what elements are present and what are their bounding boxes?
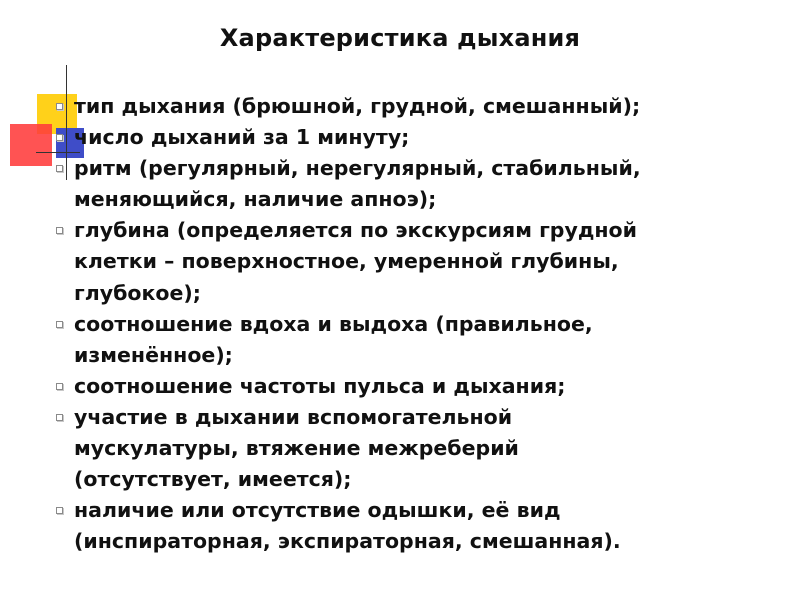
- list-item: [52, 215, 772, 308]
- list-item: [52, 402, 772, 495]
- list-item-text: тип дыхания (брюшной, грудной, смешанный);: [74, 94, 641, 118]
- bullet-list: [52, 91, 772, 557]
- list-item-text: глубина (определяется по экскурсиям грудной клетки – поверхностное, умеренной глубины, глубокое);: [74, 218, 638, 305]
- list-item: [52, 495, 772, 557]
- bullet-icon: [56, 507, 63, 514]
- red-square-decoration: [10, 124, 52, 166]
- bullet-icon: [56, 321, 63, 328]
- list-item: [52, 309, 772, 371]
- list-item-text: число дыханий за 1 минуту;: [74, 125, 410, 150]
- list-item: [52, 371, 772, 402]
- list-item: [52, 122, 772, 153]
- list-item-text: соотношение частоты пульса и дыхания;: [74, 373, 566, 398]
- bullet-icon: [56, 383, 63, 390]
- list-item-text: соотношение вдоха и выдоха (правильное, изменённое);: [74, 311, 593, 367]
- bullet-icon: [56, 134, 63, 141]
- list-item-text: участие в дыхании вспомогательной мускулатуры, втяжение межреберий (отсутствует, имеется);: [74, 404, 519, 492]
- bullet-icon: [56, 227, 63, 234]
- bullet-icon: [56, 414, 63, 421]
- bullet-icon: [56, 165, 63, 172]
- slide-title: Характеристика дыхания: [219, 24, 581, 52]
- list-item: [52, 153, 772, 215]
- bullet-icon: [56, 103, 63, 110]
- list-item-text: наличие или отсутствие одышки, её вид (инспираторная, экспираторная, смешанная).: [74, 498, 621, 554]
- list-item-text: ритм (регулярный, нерегулярный, стабильный, меняющийся, наличие апноэ);: [74, 156, 641, 212]
- list-item: [52, 91, 772, 122]
